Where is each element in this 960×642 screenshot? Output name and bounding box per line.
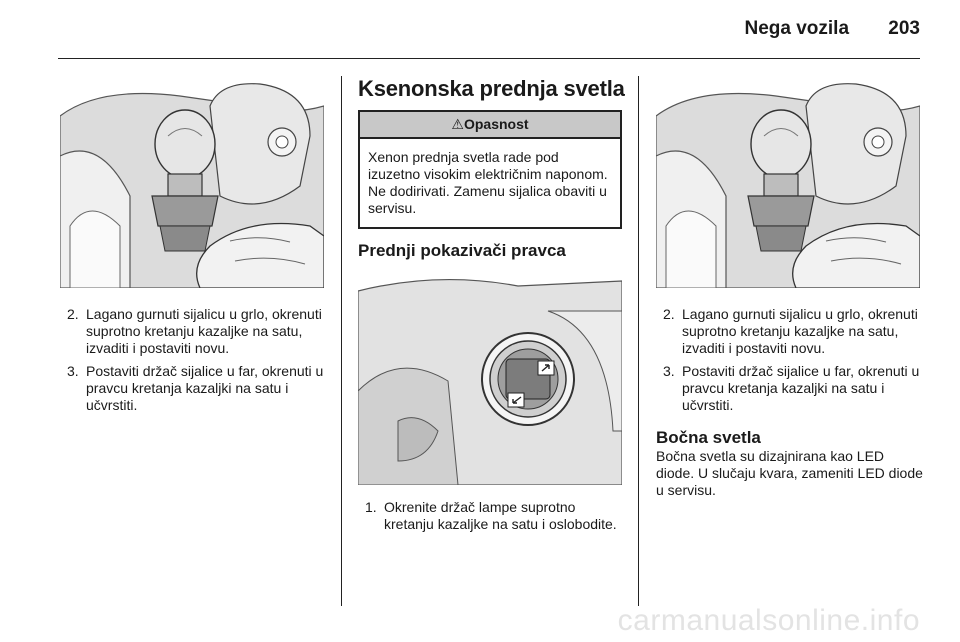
list-item xyxy=(60,363,328,414)
page-header xyxy=(744,18,920,40)
warning-box xyxy=(358,110,622,229)
list-item xyxy=(656,306,924,357)
bulb-holder-figure xyxy=(60,76,324,288)
step-number: 2. xyxy=(663,306,675,322)
column-divider xyxy=(638,76,639,606)
right-column xyxy=(656,76,924,499)
paragraph: Bočna svetla su dizajnirana kao LED diode. U slučaju kvara, zameniti LED diode u servisu. xyxy=(656,448,923,498)
bulb-illustration xyxy=(656,76,920,288)
section-heading: Ksenonska prednja svetla xyxy=(358,76,625,101)
bulb-illustration xyxy=(60,76,324,288)
warning-icon: ⚠ xyxy=(451,116,464,132)
step-text: Lagano gurnuti sijalicu u grlo, okrenuti suprotno kretanju kazaljke na satu, izvaditi i postaviti novu. xyxy=(86,306,322,356)
page-number: 203 xyxy=(888,18,920,39)
step-number: 3. xyxy=(67,363,79,379)
warning-text: Xenon prednja svetla rade pod izuzetno visokim električnim naponom. Ne dodirivati. Zamenu sijalica obaviti u servisu. xyxy=(368,149,608,216)
bulb-holder-figure xyxy=(656,76,920,288)
warning-title: Opasnost xyxy=(463,116,529,132)
step-list xyxy=(60,306,328,414)
subsection-heading: Bočna svetla xyxy=(656,428,761,447)
step-text: Postaviti držač sijalice u far, okrenuti u pravcu kretanja kazaljki na satu i učvrstiti. xyxy=(86,363,324,413)
list-item xyxy=(358,499,626,533)
watermark: carmanualsonline.info xyxy=(617,604,920,637)
list-item xyxy=(60,306,328,357)
indicator-illustration xyxy=(358,271,622,485)
header-rule xyxy=(58,58,920,59)
subsection-heading: Prednji pokazivači pravca xyxy=(358,241,566,260)
step-text: Okrenite držač lampe suprotno kretanju kazaljke na satu i oslobodite. xyxy=(384,499,617,532)
warning-header xyxy=(360,112,620,139)
step-list xyxy=(358,499,626,533)
step-number: 2. xyxy=(67,306,79,322)
left-column xyxy=(60,76,328,420)
column-divider xyxy=(341,76,342,606)
step-number: 3. xyxy=(663,363,675,379)
middle-column xyxy=(358,76,626,539)
turn-signal-holder-figure xyxy=(358,271,622,485)
step-text: Lagano gurnuti sijalicu u grlo, okrenuti suprotno kretanju kazaljke na satu, izvaditi i postaviti novu. xyxy=(682,306,918,356)
list-item xyxy=(656,363,924,414)
section-title: Nega vozila xyxy=(744,18,850,39)
step-text: Postaviti držač sijalice u far, okrenuti u pravcu kretanja kazaljki na satu i učvrstiti. xyxy=(682,363,920,413)
step-number: 1. xyxy=(365,499,377,515)
step-list xyxy=(656,306,924,414)
